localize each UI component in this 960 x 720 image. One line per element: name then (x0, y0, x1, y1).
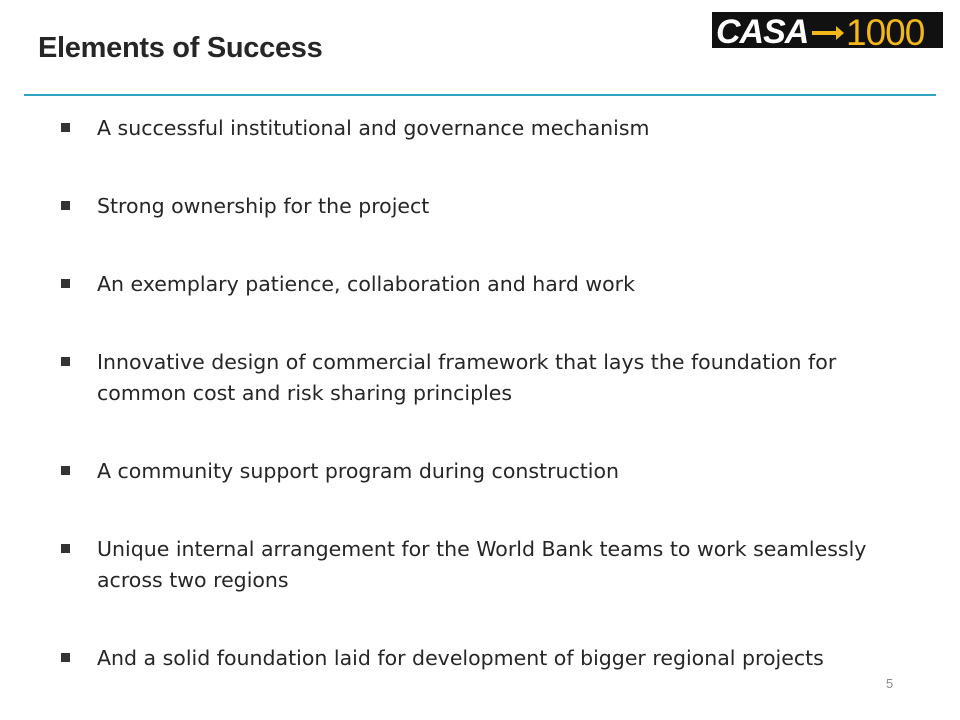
square-bullet-icon (61, 653, 70, 662)
bullet-text: And a solid foundation laid for development of bigger regional projects (97, 646, 824, 670)
bullet-item (61, 269, 901, 300)
square-bullet-icon (61, 279, 70, 288)
bullet-text: Strong ownership for the project (97, 194, 430, 218)
bullet-text: Unique internal arrangement for the World Bank teams to work seamlessly across two regions (97, 537, 867, 592)
bullet-text: Innovative design of commercial framework that lays the foundation for common cost and risk sharing principles (97, 350, 837, 405)
bullet-item (61, 113, 901, 144)
bullet-item (61, 534, 901, 596)
logo-casa-text: CASA (716, 13, 809, 48)
bullet-text: A successful institutional and governance mechanism (97, 116, 650, 140)
square-bullet-icon (61, 357, 70, 366)
bullet-item (61, 643, 901, 674)
logo-1000-text: 1000 (846, 12, 925, 48)
slide-title: Elements of Success (38, 32, 323, 64)
title-divider (24, 94, 936, 96)
square-bullet-icon (61, 466, 70, 475)
bullet-text: A community support program during construction (97, 459, 620, 483)
bullet-list (61, 113, 901, 674)
bullet-text: An exemplary patience, collaboration and hard work (97, 272, 635, 296)
page-number: 5 (886, 676, 894, 691)
bullet-item (61, 191, 901, 222)
bullet-item (61, 347, 901, 409)
square-bullet-icon (61, 544, 70, 553)
square-bullet-icon (61, 123, 70, 132)
square-bullet-icon (61, 201, 70, 210)
casa-1000-logo (712, 12, 943, 48)
bullet-item (61, 456, 901, 487)
